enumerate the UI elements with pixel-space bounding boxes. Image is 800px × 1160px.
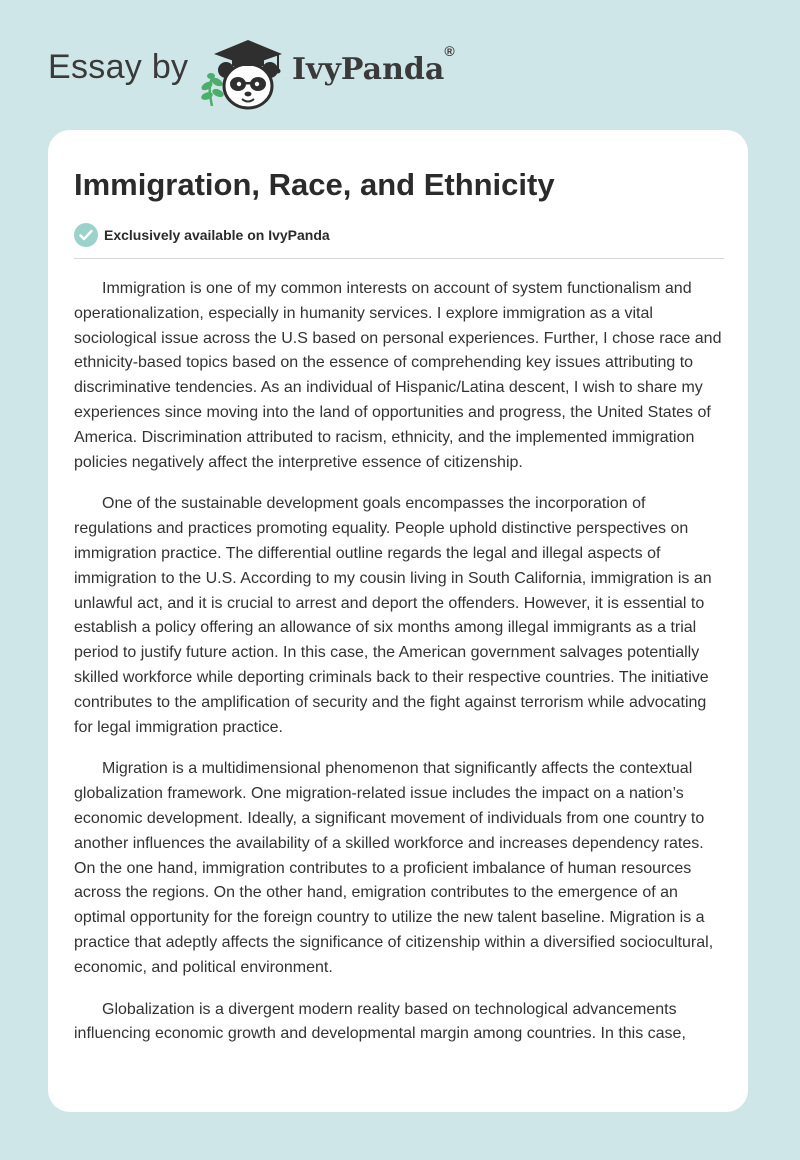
site-header [0,0,800,120]
essay-title: Immigration, Race, and Ethnicity [74,167,555,202]
essay-card [48,130,748,1112]
essay-by-label: Essay by [48,48,189,86]
paragraph: One of the sustainable development goals encompasses the incorporation of regulations and practices promoting equality. People uphold distinctive perspectives on immigration practice. The differential outline regards the legal and illegal aspects of immigration to the U.S. According to my cousin living in South California, immigration is an unlawful act, and it is crucial to arrest and deport the offenders. However, it is essential to establish a policy offering an allowance of six months among illegal immigrants as a trial period to justify future action. In this case, the American government salvages potentially skilled workforce while deporting criminals back to their respective countries. The initiative contributes to the amplification of security and the fight against terrorism while advocating for legal immigration practice. [74,495,712,736]
exclusive-badge-label: Exclusively available on IvyPanda [104,227,330,243]
brand-name [292,43,455,87]
brand-name-text: IvyPanda [292,52,445,87]
paragraph: Migration is a multidimensional phenomenon that significantly affects the contextual globalization framework. One migration-related issue includes the impact on a nation’s economic development. Ideally, a significant movement of individuals from one country to another influences the availability of a skilled workforce and increases dependency rates. On the one hand, immigration contributes to a proficient imbalance of human resources across the regions. On the other hand, emigration contributes to the emergence of an optimal opportunity for the foreign country to utilize the new talent baseline. Migration is a practice that adeptly affects the significance of citizenship within a diversified sociocultural, economic, and political environment. [74,760,714,976]
check-icon [74,223,98,247]
paragraph: Immigration is one of my common interests on account of system functionalism and operationalization, especially in humanity services. I explore immigration as a vital sociological issue across the U.S based on personal experiences. Further, I chose race and ethnicity-based topics based on the essence of comprehending key issues attributing to discriminative tendencies. As an individual of Hispanic/Latina descent, I wish to share my experiences since moving into the land of opportunities and progress, the United States of America. Discrimination attributed to racism, ethnicity, and the implemented immigration policies negatively affect the interpretive essence of citizenship. [74,280,722,471]
paragraph: Globalization is a divergent modern reality based on technological advancements influencing economic growth and developmental margin among countries. In this case, [74,1000,686,1043]
panda-logo-icon [198,36,290,112]
exclusive-badge [74,222,722,248]
essay-body [74,277,726,1047]
registered-mark: ® [444,43,455,59]
divider [74,258,724,259]
